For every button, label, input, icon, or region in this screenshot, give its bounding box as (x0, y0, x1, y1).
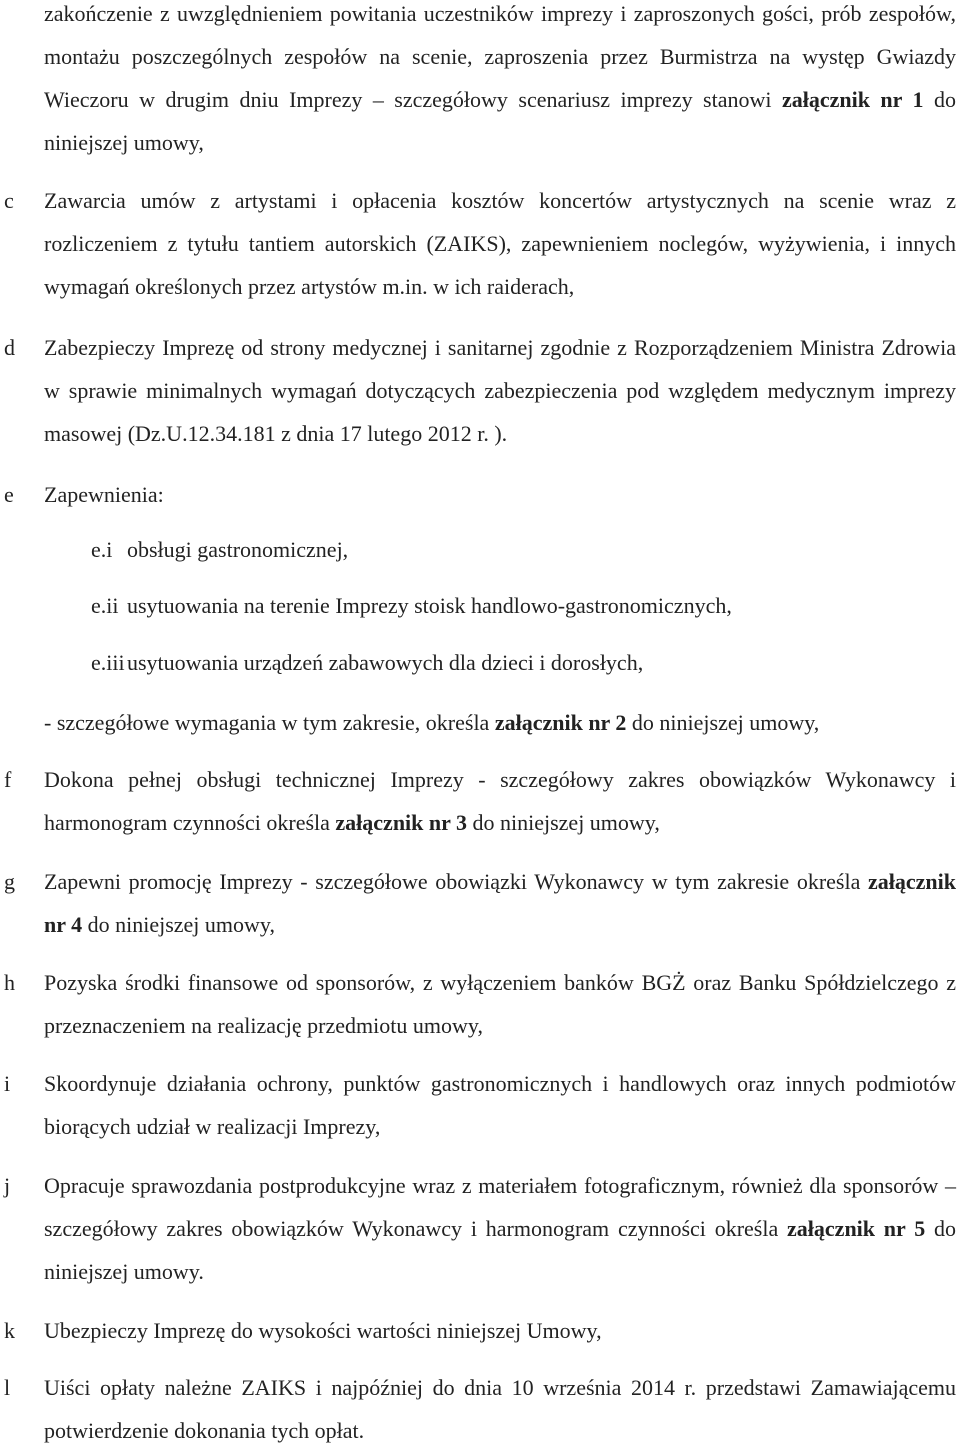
item-g-text: Zapewni promocję Imprezy - szczegółowe obowiązki Wykonawcy w tym zakresie określa załącznik nr 4 do niniejszej umowy, (44, 869, 956, 937)
attachment-ref: załącznik nr 4 (44, 869, 956, 937)
intro-paragraph: zakończenie z uwzględnieniem powitania uczestników imprezy i zaproszonych gości, prób zespołów, montażu poszczególnych zespołów na scenie, zaproszenia przez Burmistrza na występ Gwiazdy Wieczoru w drugim dniu Imprezy – szczegółowy scenariusz imprezy stanowi załącznik nr 1 do niniejszej umowy, (44, 1, 956, 155)
item-letter-l: l (4, 1375, 11, 1400)
item-d-text: Zabezpieczy Imprezę od strony medycznej i sanitarnej zgodnie z Rozporządzeniem Ministra Zdrowia w sprawie minimalnych wymagań dotyczących zabezpieczenia pod względem medycznym imprezy masowej (Dz.U.12.34.181 z dnia 17 lutego 2012 r. ). (44, 335, 956, 446)
item-k-text: Ubezpieczy Imprezę do wysokości wartości niniejszej Umowy, (44, 1318, 602, 1343)
item-letter-h: h (4, 970, 15, 995)
item-f-text: Dokona pełnej obsługi technicznej Imprezy - szczegółowy zakres obowiązków Wykonawcy i harmonogram czynności określa załącznik nr 3 do niniejszej umowy, (44, 767, 956, 835)
item-letter-i: i (4, 1071, 11, 1096)
attachment-ref: załącznik nr 1 (781, 87, 924, 112)
sub-item (91, 584, 732, 627)
item-letter-j: j (4, 1173, 11, 1198)
attachment-ref: załącznik nr 5 (787, 1216, 926, 1241)
sub-item-text: obsługi gastronomicznej, (127, 537, 349, 562)
sub-item (91, 528, 348, 571)
item-c-text: Zawarcia umów z artystami i opłacenia kosztów koncertów artystycznych na scenie wraz z rozliczeniem z tytułu tantiem autorskich (ZAIKS), zapewnieniem noclegów, wyżywienia, i innych wymagań określonych przez artystów m.in. w ich raiderach, (44, 188, 956, 299)
item-letter-g: g (4, 869, 15, 894)
item-i-text: Skoordynuje działania ochrony, punktów gastronomicznych i handlowych oraz innych podmiotów biorących udział w realizacji Imprezy, (44, 1071, 956, 1139)
item-letter-d: d (4, 335, 15, 360)
item-letter-e: e (4, 482, 14, 507)
item-e-text: Zapewnienia: (44, 482, 164, 507)
item-letter-k: k (4, 1318, 15, 1343)
item-h-text: Pozyska środki finansowe od sponsorów, z wyłączeniem banków BGŻ oraz Banku Spółdzielczego z przeznaczeniem na realizację przedmiotu umowy, (44, 970, 956, 1038)
sub-item-text: usytuowania na terenie Imprezy stoisk handlowo-gastronomicznych, (127, 593, 732, 618)
item-letter-f: f (4, 767, 12, 792)
attachment-ref: załącznik nr 2 (494, 710, 627, 735)
sub-item-text: usytuowania urządzeń zabawowych dla dzieci i dorosłych, (127, 650, 644, 675)
attachment-ref: załącznik nr 3 (335, 810, 467, 835)
sub-item-number: e.ii (91, 593, 119, 618)
sub-item (91, 641, 643, 684)
sub-item-number: e.i (91, 537, 113, 562)
sub-item-number: e.iii (91, 650, 125, 675)
item-e-note: - szczegółowe wymagania w tym zakresie, określa załącznik nr 2 do niniejszej umowy, (44, 710, 820, 735)
item-l-text: Uiści opłaty należne ZAIKS i najpóźniej do dnia 10 września 2014 r. przedstawi Zamawiającemu potwierdzenie dokonania tych opłat. (44, 1375, 956, 1443)
item-j-text: Opracuje sprawozdania postprodukcyjne wraz z materiałem fotograficznym, również dla sponsorów – szczegółowy zakres obowiązków Wykonawcy i harmonogram czynności określa załącznik nr 5 do niniejszej umowy. (44, 1173, 957, 1284)
item-letter-c: c (4, 188, 14, 213)
